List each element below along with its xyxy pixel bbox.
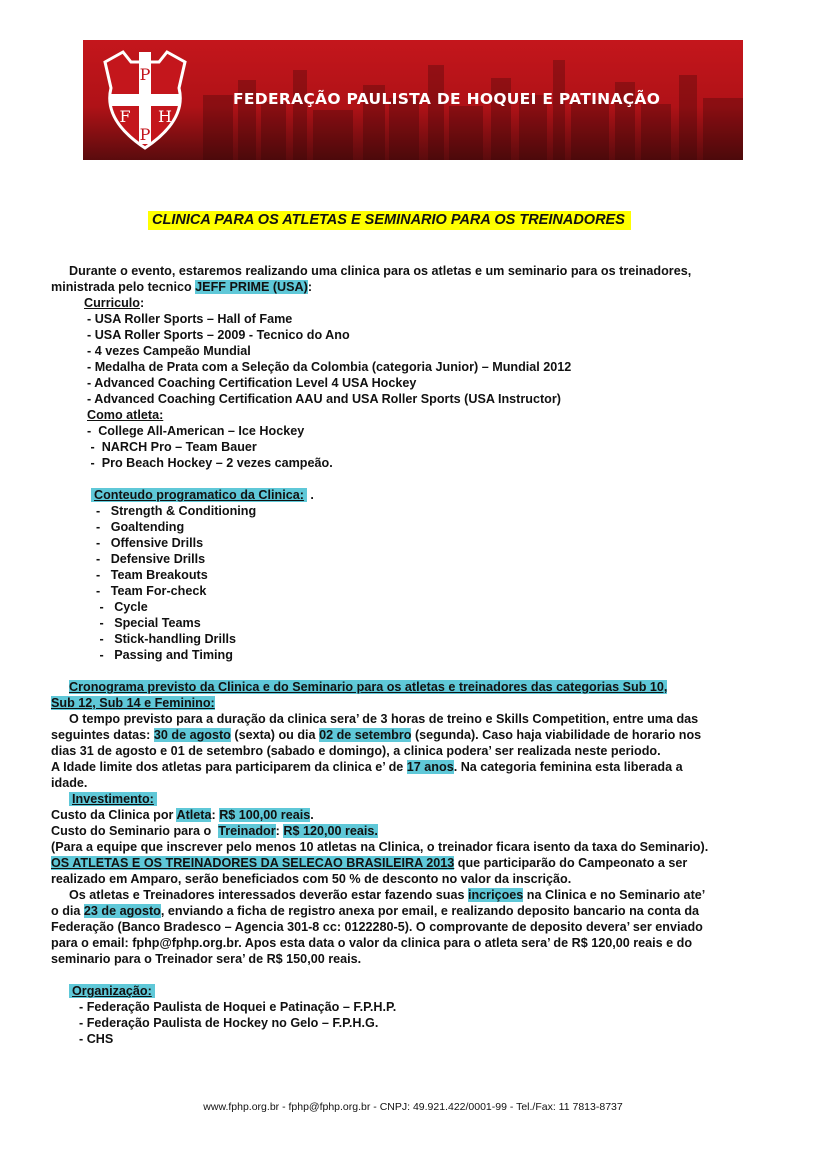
cronograma-label: Cronograma previsto da Clinica e do Seminario para os atletas e treinadores das categorias Sub 10, bbox=[69, 680, 668, 694]
list-item: - 4 vezes Campeão Mundial bbox=[87, 344, 251, 358]
list-item: - Team Breakouts bbox=[96, 568, 208, 582]
intro-line-2: ministrada pelo tecnico JEFF PRIME (USA): bbox=[51, 280, 313, 294]
list-item: - Cycle bbox=[96, 600, 148, 614]
list-item: - Advanced Coaching Certification Level 4 USA Hockey bbox=[87, 376, 417, 390]
investimento-text: Custo do Seminario para o Treinador: R$ 120,00 reais. bbox=[51, 824, 378, 838]
list-item: - USA Roller Sports – Hall of Fame bbox=[87, 312, 293, 326]
investimento-text: o dia 23 de agosto, enviando a ficha de registro anexa por email, e realizando deposito bancario na conta da bbox=[51, 904, 700, 918]
document-heading: CLINICA PARA OS ATLETAS E SEMINARIO PARA OS TREINADORES bbox=[148, 211, 631, 230]
conteudo-label: Conteudo programatico da Clinica: . bbox=[51, 487, 791, 503]
cronograma-text: idade. bbox=[51, 776, 88, 790]
fphp-logo-icon bbox=[95, 48, 195, 152]
list-item: - USA Roller Sports – 2009 - Tecnico do Ano bbox=[87, 328, 350, 342]
cronograma-section bbox=[51, 679, 791, 791]
age-highlight: 17 anos bbox=[406, 760, 454, 774]
list-item: - Federação Paulista de Hoquei e Patinação – F.P.H.P. bbox=[79, 1000, 397, 1014]
date-highlight: 02 de setembro bbox=[319, 728, 412, 742]
cronograma-text: seguintes datas: 30 de agosto (sexta) ou dia 02 de setembro (segunda). Caso haja viabilidade de horario nos bbox=[51, 728, 702, 742]
curriculo-list bbox=[51, 311, 791, 407]
date-highlight: 30 de agosto bbox=[153, 728, 231, 742]
list-item: - Special Teams bbox=[96, 616, 201, 630]
list-item: - Strength & Conditioning bbox=[96, 504, 257, 518]
list-item: - Offensive Drills bbox=[96, 536, 204, 550]
cronograma-label-2: Sub 12, Sub 14 e Feminino: bbox=[51, 696, 215, 710]
investimento-text: Custo da Clinica por Atleta: R$ 100,00 reais. bbox=[51, 808, 314, 822]
intro-line-1: Durante o evento, estaremos realizando uma clinica para os atletas e um seminario para os treinadores, bbox=[69, 264, 692, 278]
list-item: - Passing and Timing bbox=[96, 648, 233, 662]
investimento-text: OS ATLETAS E OS TREINADORES DA SELECAO BRASILEIRA 2013 que participarão do Campeonato a ser bbox=[51, 856, 688, 870]
list-item: - CHS bbox=[79, 1032, 114, 1046]
list-item: - Stick-handling Drills bbox=[96, 632, 236, 646]
list-item: - Advanced Coaching Certification AAU and USA Roller Sports (USA Instructor) bbox=[87, 392, 561, 406]
svg-text:P: P bbox=[139, 65, 151, 84]
investimento-text: (Para a equipe que inscrever pelo menos 10 atletas na Clinica, o treinador ficara isento da taxa do Seminario). bbox=[51, 840, 709, 854]
svg-text:P: P bbox=[139, 125, 151, 144]
page-footer: www.fphp.org.br - fphp@fphp.org.br - CNPJ: 49.921.422/0001-99 - Tel./Fax: 11 7813-8737 bbox=[203, 1101, 623, 1113]
list-item: - Medalha de Prata com a Seleção da Colombia (categoria Junior) – Mundial 2012 bbox=[87, 360, 572, 374]
investimento-text: Federação (Banco Bradesco – Agencia 301-8 cc: 0122280-5). O comprovante de deposito devera’ ser enviado bbox=[51, 920, 703, 934]
svg-text:H: H bbox=[158, 107, 172, 126]
list-item: - Goaltending bbox=[96, 520, 185, 534]
list-item: - NARCH Pro – Team Bauer bbox=[87, 440, 257, 454]
curriculo-label: Curriculo: bbox=[84, 296, 145, 310]
investimento-text: seminario para o Treinador sera’ de R$ 150,00 reais. bbox=[51, 952, 362, 966]
list-item: - Team For-check bbox=[96, 584, 207, 598]
investimento-label: Investimento: bbox=[51, 791, 791, 807]
organizacao-section bbox=[51, 983, 791, 1047]
coach-name: JEFF PRIME (USA) bbox=[195, 280, 308, 294]
org-name: FEDERAÇÃO PAULISTA DE HOQUEI E PATINAÇÃO bbox=[233, 90, 661, 108]
list-item: - Pro Beach Hockey – 2 vezes campeão. bbox=[87, 456, 333, 470]
cronograma-text: dias 31 de agosto e 01 de setembro (sabado e domingo), a clinica podera’ ser realizada neste periodo. bbox=[51, 744, 661, 758]
cronograma-text: A Idade limite dos atletas para participarem da clinica e’ de 17 anos. Na categoria feminina esta liberada a bbox=[51, 760, 683, 774]
cronograma-text: O tempo previsto para a duração da clinica sera’ de 3 horas de treino e Skills Competition, entre uma das bbox=[69, 712, 699, 726]
header-banner bbox=[83, 40, 743, 160]
list-item: - College All-American – Ice Hockey bbox=[87, 424, 305, 438]
investimento-text: realizado em Amparo, serão beneficiados com 50 % de desconto no valor da inscrição. bbox=[51, 872, 572, 886]
como-atleta-label: Como atleta: bbox=[87, 408, 164, 422]
conteudo-list bbox=[51, 503, 791, 663]
investimento-text: Os atletas e Treinadores interessados deverão estar fazendo suas incriçoes na Clinica e no Seminario ate’ bbox=[69, 888, 706, 902]
como-atleta-list bbox=[51, 423, 791, 471]
svg-text:F: F bbox=[119, 107, 131, 126]
organizacao-label: Organização: bbox=[51, 983, 791, 999]
list-item: - Defensive Drills bbox=[96, 552, 206, 566]
investimento-text: para o email: fphp@fphp.org.br. Apos esta data o valor da clinica para o atleta sera’ de R$ 120,00 reais e do bbox=[51, 936, 693, 950]
document-body bbox=[51, 263, 791, 1047]
list-item: - Federação Paulista de Hockey no Gelo – F.P.H.G. bbox=[79, 1016, 379, 1030]
investimento-section bbox=[51, 791, 791, 967]
